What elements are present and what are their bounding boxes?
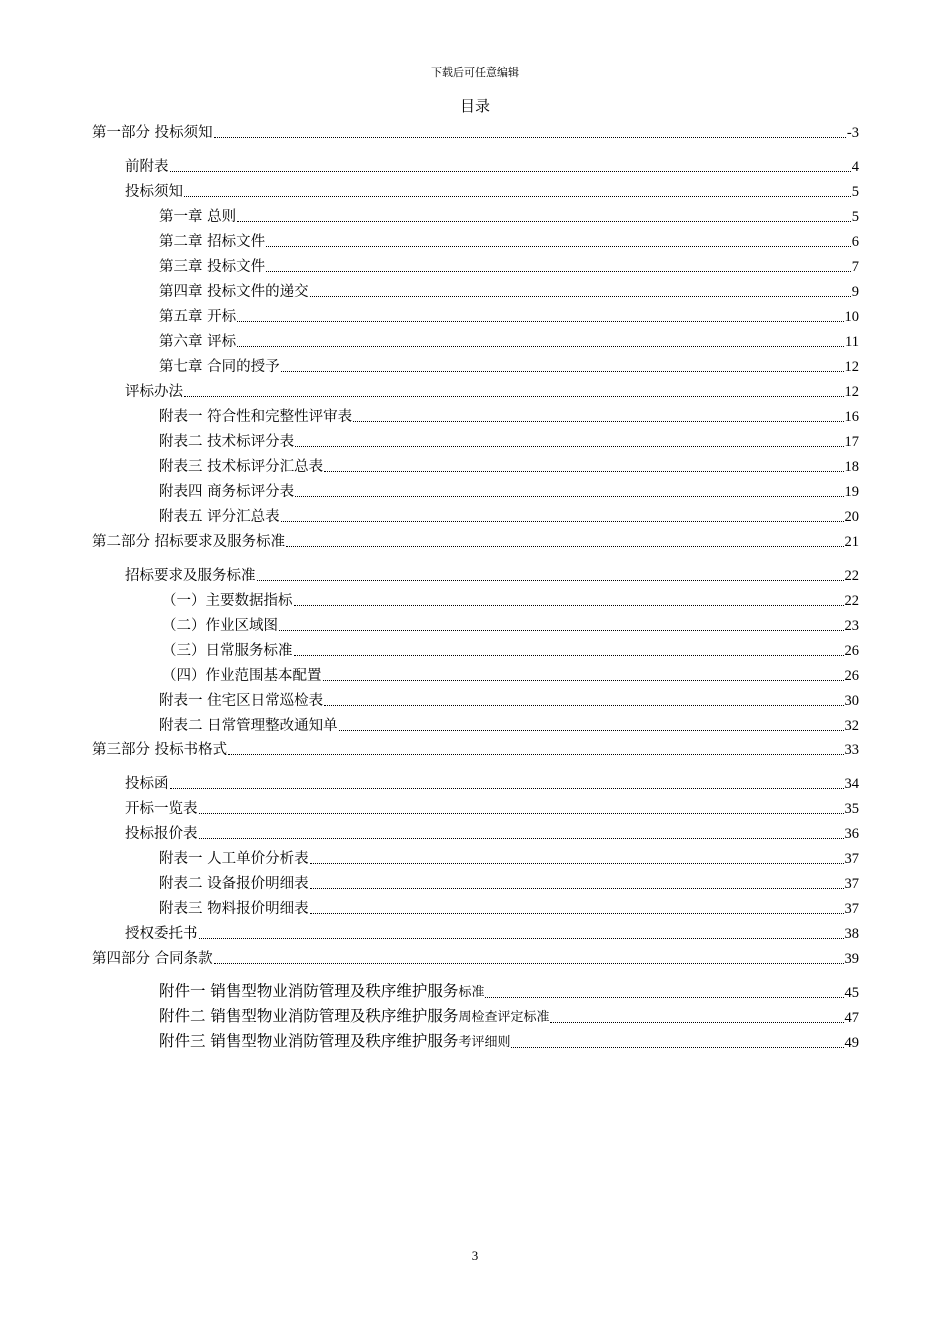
toc-page-number: 33 xyxy=(844,742,859,758)
toc-label: 第三部分 投标书格式 xyxy=(92,742,228,758)
toc-dot-leader xyxy=(286,546,843,547)
toc-dot-leader xyxy=(353,421,843,422)
toc-page-number: 23 xyxy=(844,618,859,634)
toc-page-number: 37 xyxy=(844,901,859,917)
toc-label: 第一部分 投标须知 xyxy=(92,125,213,141)
toc-dot-leader xyxy=(281,521,844,522)
toc-dot-leader xyxy=(550,1022,843,1023)
toc-label: 第二章 招标文件 xyxy=(159,234,266,250)
toc-entry[interactable] xyxy=(159,874,859,894)
toc-label: 附表五 评分汇总表 xyxy=(159,509,280,525)
toc-dot-leader xyxy=(511,1047,843,1048)
toc-entry[interactable] xyxy=(159,432,859,452)
toc-title: 目录 xyxy=(459,97,490,115)
toc-page-number: 12 xyxy=(844,359,859,375)
toc-entry[interactable] xyxy=(159,232,859,252)
toc-label: （一）主要数据指标 xyxy=(162,593,293,609)
toc-entry[interactable] xyxy=(92,123,859,143)
toc-dot-leader xyxy=(214,963,844,964)
toc-entry[interactable] xyxy=(159,1033,859,1053)
toc-page-number: 22 xyxy=(844,593,859,609)
page-number: 3 xyxy=(471,1248,479,1263)
toc-label-main: 附件二 销售型物业消防管理及秩序维护服务 xyxy=(159,1007,459,1025)
toc-entry[interactable] xyxy=(162,641,859,661)
toc-page-number: 35 xyxy=(844,801,859,817)
toc-entry[interactable] xyxy=(159,257,859,277)
toc-label xyxy=(159,1031,510,1053)
toc-page-number: 30 xyxy=(844,693,859,709)
toc-label: 第六章 评标 xyxy=(159,334,237,350)
toc-page-number: 20 xyxy=(844,509,859,525)
toc-entry[interactable] xyxy=(125,824,859,844)
toc-entry[interactable] xyxy=(159,849,859,869)
toc-label: 第七章 合同的授予 xyxy=(159,359,280,375)
toc-dot-leader xyxy=(214,137,846,138)
toc-label-main: 附件一 销售型物业消防管理及秩序维护服务 xyxy=(159,982,459,1000)
toc-dot-leader xyxy=(485,997,843,998)
toc-entry[interactable] xyxy=(159,716,859,736)
toc-label: （二）作业区域图 xyxy=(162,618,278,634)
toc-label: 投标函 xyxy=(125,776,169,792)
toc-dot-leader xyxy=(170,788,844,789)
toc-label: 附表二 技术标评分表 xyxy=(159,434,295,450)
toc-entry[interactable] xyxy=(125,799,859,819)
toc-entry[interactable] xyxy=(125,382,859,402)
toc-dot-leader xyxy=(199,838,844,839)
toc-label: 第四部分 合同条款 xyxy=(92,951,213,967)
toc-label: 附表二 设备报价明细表 xyxy=(159,876,309,892)
toc-dot-leader xyxy=(310,863,844,864)
toc-dot-leader xyxy=(228,754,843,755)
toc-page-number: 26 xyxy=(844,668,859,684)
toc-page-number: 37 xyxy=(844,876,859,892)
toc-entry[interactable] xyxy=(159,1008,859,1028)
toc-label: 投标须知 xyxy=(125,184,183,200)
toc-dot-leader xyxy=(324,705,843,706)
toc-entry[interactable] xyxy=(159,983,859,1003)
toc-label: 附表二 日常管理整改通知单 xyxy=(159,718,338,734)
toc-entry[interactable] xyxy=(159,307,859,327)
toc-dot-leader xyxy=(324,471,843,472)
toc-entry[interactable] xyxy=(125,924,859,944)
toc-entry[interactable] xyxy=(162,666,859,686)
toc-entry[interactable] xyxy=(92,740,859,760)
toc-page-number: 37 xyxy=(844,851,859,867)
toc-entry[interactable] xyxy=(162,616,859,636)
toc-label: 附表四 商务标评分表 xyxy=(159,484,295,500)
toc-page-number: 4 xyxy=(851,159,859,175)
toc-page-number: 22 xyxy=(844,568,859,584)
toc-entry[interactable] xyxy=(159,899,859,919)
toc-entry[interactable] xyxy=(125,774,859,794)
toc-dot-leader xyxy=(310,888,844,889)
toc-label: 附表一 住宅区日常巡检表 xyxy=(159,693,324,709)
toc-label-suffix: 考评细则 xyxy=(458,1035,511,1050)
toc-page-number: 9 xyxy=(851,284,859,300)
toc-dot-leader xyxy=(294,605,844,606)
toc-dot-leader xyxy=(170,171,851,172)
toc-page-number: 39 xyxy=(844,951,859,967)
toc-label: 前附表 xyxy=(125,159,169,175)
toc-dot-leader xyxy=(279,630,844,631)
toc-page-number: 16 xyxy=(844,409,859,425)
toc-page-number: 6 xyxy=(851,234,859,250)
toc-page-number: 21 xyxy=(844,534,859,550)
toc-dot-leader xyxy=(310,296,851,297)
toc-page-number: 10 xyxy=(844,309,859,325)
toc-entry[interactable] xyxy=(159,282,859,302)
toc-dot-leader xyxy=(323,680,844,681)
toc-entry[interactable] xyxy=(159,357,859,377)
toc-entry[interactable] xyxy=(162,591,859,611)
toc-entry[interactable] xyxy=(159,691,859,711)
toc-dot-leader xyxy=(237,321,843,322)
toc-dot-leader xyxy=(310,913,844,914)
toc-label: 第一章 总则 xyxy=(159,209,237,225)
toc-entry[interactable] xyxy=(92,949,859,969)
toc-page-number: 45 xyxy=(844,985,859,1001)
toc-dot-leader xyxy=(295,446,843,447)
toc-entry[interactable] xyxy=(159,332,859,352)
toc-dot-leader xyxy=(266,271,851,272)
toc-entry[interactable] xyxy=(125,566,859,586)
toc-label-suffix: 标准 xyxy=(458,985,485,1000)
toc-dot-leader xyxy=(184,196,851,197)
toc-dot-leader xyxy=(237,346,844,347)
toc-label: 授权委托书 xyxy=(125,926,198,942)
toc-page-number: 11 xyxy=(845,334,859,350)
toc-label: 附表三 物料报价明细表 xyxy=(159,901,309,917)
toc-label: 开标一览表 xyxy=(125,801,198,817)
toc-page-number: 17 xyxy=(844,434,859,450)
toc-page-number: 19 xyxy=(844,484,859,500)
toc-label-suffix: 周检查评定标准 xyxy=(458,1010,550,1025)
toc-page-number: 5 xyxy=(851,184,859,200)
toc-dot-leader xyxy=(294,655,844,656)
toc-dot-leader xyxy=(266,246,851,247)
toc-page-number: 38 xyxy=(844,926,859,942)
toc-entry[interactable] xyxy=(159,207,859,227)
toc-page-number: 34 xyxy=(844,776,859,792)
toc-label: 附表一 符合性和完整性评审表 xyxy=(159,409,353,425)
toc-page-number: 26 xyxy=(844,643,859,659)
toc-entry[interactable] xyxy=(159,457,859,477)
toc-dot-leader xyxy=(199,813,844,814)
toc-page-number: 32 xyxy=(844,718,859,734)
toc-entry[interactable] xyxy=(92,532,859,552)
toc-label: 第五章 开标 xyxy=(159,309,237,325)
toc-page-number: 5 xyxy=(851,209,859,225)
toc-label: 第二部分 招标要求及服务标准 xyxy=(92,534,286,550)
toc-page-number: 18 xyxy=(844,459,859,475)
toc-page-number: 49 xyxy=(844,1035,859,1051)
toc-dot-leader xyxy=(237,221,851,222)
toc-entry[interactable] xyxy=(125,182,859,202)
toc-label: 招标要求及服务标准 xyxy=(125,568,256,584)
toc-entry[interactable] xyxy=(159,507,859,527)
toc-entry[interactable] xyxy=(159,482,859,502)
toc-label: 附表三 技术标评分汇总表 xyxy=(159,459,324,475)
toc-page-number: -3 xyxy=(846,125,859,141)
toc-dot-leader xyxy=(199,938,844,939)
toc-label: 第三章 投标文件 xyxy=(159,259,266,275)
toc-dot-leader xyxy=(184,396,844,397)
toc-label: 投标报价表 xyxy=(125,826,198,842)
toc-entry[interactable] xyxy=(125,157,859,177)
toc-label xyxy=(159,981,484,1003)
toc-label: 评标办法 xyxy=(125,384,183,400)
toc-label xyxy=(159,1006,549,1028)
toc-label-main: 附件三 销售型物业消防管理及秩序维护服务 xyxy=(159,1032,459,1050)
toc-label: 第四章 投标文件的递交 xyxy=(159,284,309,300)
header-note: 下载后可任意编辑 xyxy=(431,66,519,79)
toc-dot-leader xyxy=(281,371,844,372)
toc-page-number: 36 xyxy=(844,826,859,842)
toc-entry[interactable] xyxy=(159,407,859,427)
toc-label: （三）日常服务标准 xyxy=(162,643,293,659)
toc-label: 附表一 人工单价分析表 xyxy=(159,851,309,867)
toc-label: （四）作业范围基本配置 xyxy=(162,668,322,684)
toc-page-number: 47 xyxy=(844,1010,859,1026)
toc-page-number: 12 xyxy=(844,384,859,400)
toc-page-number: 7 xyxy=(851,259,859,275)
toc-dot-leader xyxy=(257,580,844,581)
toc-dot-leader xyxy=(339,730,844,731)
toc-dot-leader xyxy=(295,496,843,497)
